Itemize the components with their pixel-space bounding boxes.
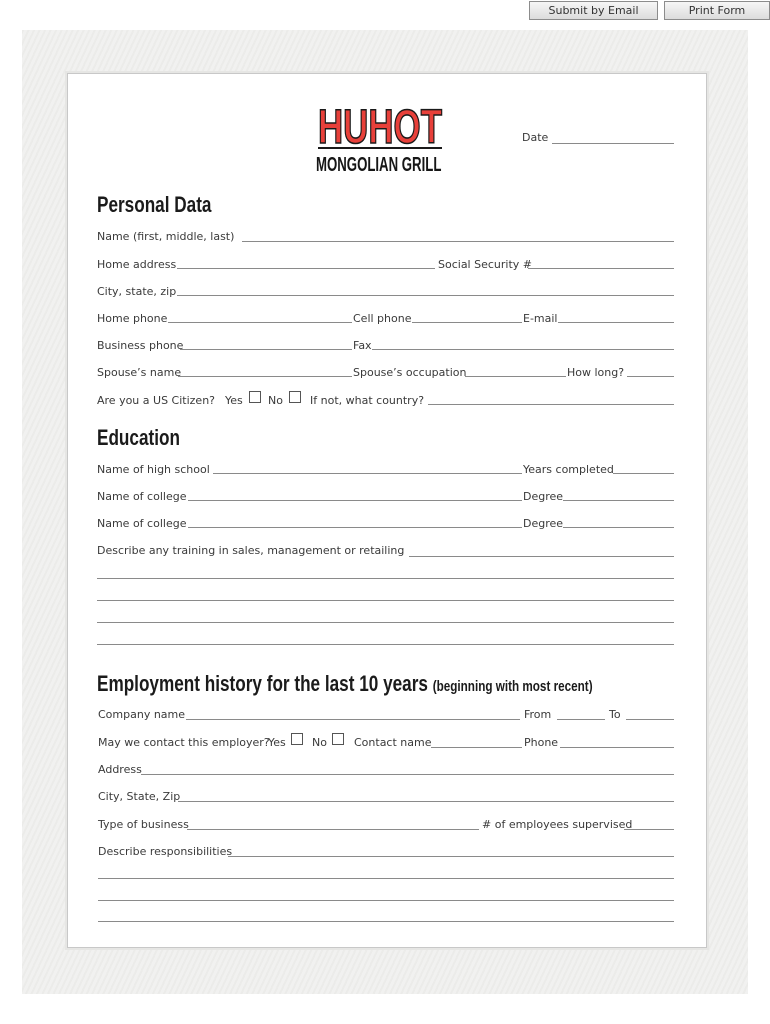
contact-yes-label: Yes [268,736,286,749]
business-type-field[interactable] [187,829,479,830]
ssn-field[interactable] [528,268,674,269]
huhot-logo [316,101,446,181]
contact-no-checkbox[interactable] [332,733,344,745]
degree-1-field[interactable] [563,500,674,501]
contact-no-label: No [312,736,327,749]
country-label: If not, what country? [310,394,425,407]
responsibilities-field[interactable] [228,856,674,857]
business-phone-field[interactable] [180,349,352,350]
citizen-question-label: Are you a US Citizen? [97,394,216,407]
submit-by-email-button[interactable]: Submit by Email [529,1,658,20]
training-field[interactable] [409,556,674,557]
huhot-wordmark [316,101,446,154]
how-long-field[interactable] [627,376,674,377]
address-label: Address [98,763,142,776]
business-phone-label: Business phone [97,339,184,352]
cell-phone-label: Cell phone [353,312,412,325]
responsibilities-line[interactable] [98,900,674,901]
contact-employer-label: May we contact this employer? [98,736,270,749]
years-completed-label: Years completed [523,463,614,476]
personal-data-heading: Personal Data [97,192,212,217]
home-address-label: Home address [97,258,177,271]
spouse-occupation-field[interactable] [465,376,566,377]
employment-heading [97,672,593,699]
address-field[interactable] [141,774,674,775]
phone-label: Phone [524,736,559,749]
employment-title: Employment history for the last 10 years [97,671,428,696]
home-address-field[interactable] [177,268,435,269]
email-label: E-mail [523,312,558,325]
business-type-label: Type of business [98,818,189,831]
print-form-button[interactable]: Print Form [664,1,770,20]
country-field[interactable] [428,404,674,405]
spouse-occupation-label: Spouse’s occupation [353,366,467,379]
high-school-field[interactable] [213,473,522,474]
degree-2-label: Degree [523,517,564,530]
high-school-label: Name of high school [97,463,210,476]
employer-city-label: City, State, Zip [98,790,181,803]
training-label: Describe any training in sales, management or retailing [97,544,405,557]
years-completed-field[interactable] [613,473,674,474]
cell-phone-field[interactable] [412,322,522,323]
contact-name-label: Contact name [354,736,432,749]
college-2-label: Name of college [97,517,187,530]
responsibilities-line[interactable] [98,921,674,922]
citizen-no-checkbox[interactable] [289,391,301,403]
responsibilities-label: Describe responsibilities [98,845,233,858]
citizen-yes-checkbox[interactable] [249,391,261,403]
spouse-name-field[interactable] [178,376,352,377]
degree-1-label: Degree [523,490,564,503]
date-label: Date [522,131,549,144]
responsibilities-line[interactable] [98,878,674,879]
fax-label: Fax [353,339,372,352]
citizen-no-label: No [268,394,283,407]
from-label: From [524,708,552,721]
training-line[interactable] [97,578,674,579]
training-line[interactable] [97,600,674,601]
ssn-label: Social Security # [438,258,532,271]
company-name-field[interactable] [186,719,520,720]
city-state-zip-label: City, state, zip [97,285,177,298]
to-field[interactable] [626,719,674,720]
company-name-label: Company name [98,708,186,721]
name-field[interactable] [242,241,674,242]
college-1-label: Name of college [97,490,187,503]
training-line[interactable] [97,644,674,645]
employees-supervised-field[interactable] [624,829,674,830]
name-label: Name (first, middle, last) [97,230,235,243]
contact-name-field[interactable] [431,747,522,748]
college-1-field[interactable] [188,500,522,501]
email-field[interactable] [558,322,674,323]
fax-field[interactable] [372,349,674,350]
city-state-zip-field[interactable] [177,295,674,296]
citizen-yes-label: Yes [225,394,243,407]
home-phone-label: Home phone [97,312,168,325]
degree-2-field[interactable] [563,527,674,528]
logo-subtitle: MONGOLIAN GRILL [316,154,442,176]
employees-supervised-label: # of employees supervised [482,818,633,831]
to-label: To [609,708,621,721]
home-phone-field[interactable] [168,322,352,323]
college-2-field[interactable] [188,527,522,528]
spouse-name-label: Spouse’s name [97,366,182,379]
logo-brand-text: HUHOT [318,101,442,154]
education-heading: Education [97,425,180,450]
date-field[interactable] [552,143,674,144]
phone-field[interactable] [560,747,674,748]
from-field[interactable] [557,719,605,720]
contact-yes-checkbox[interactable] [291,733,303,745]
employment-subtitle: (beginning with most recent) [432,678,593,695]
training-line[interactable] [97,622,674,623]
employer-city-field[interactable] [178,801,674,802]
how-long-label: How long? [567,366,625,379]
